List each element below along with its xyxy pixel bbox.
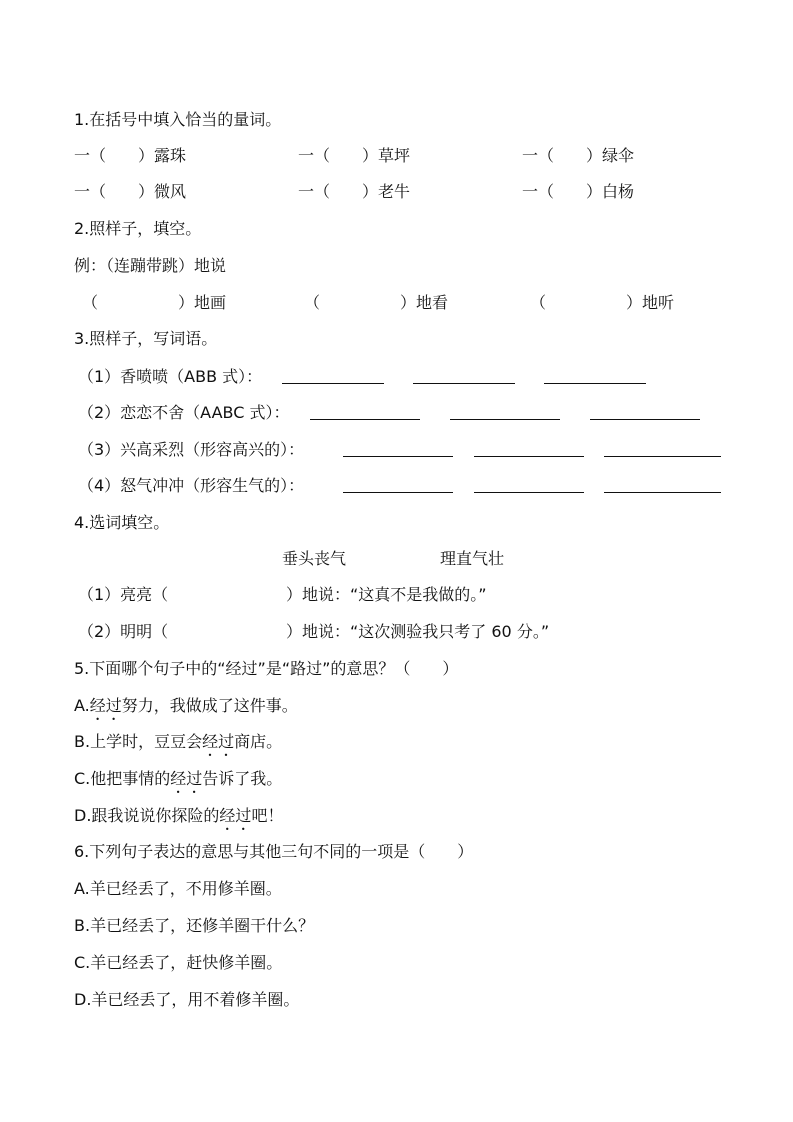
q3-item-label: （1）香喷喷（ABB 式）： — [78, 367, 263, 386]
q5-option-d — [74, 805, 283, 834]
answer-blank[interactable] — [590, 419, 700, 420]
q4-sentence-start: （2）明明（ — [78, 622, 169, 641]
answer-blank[interactable] — [450, 419, 560, 420]
q4-choice: 垂头丧气 — [282, 549, 347, 568]
answer-blank[interactable] — [343, 456, 453, 457]
q1-item: 一（ ）老牛 — [298, 182, 411, 201]
option-prefix: A. — [74, 696, 90, 715]
q3-title: 3.照样子，写词语。 — [74, 329, 218, 348]
option-prefix: B.上学时，豆豆会 — [74, 732, 203, 751]
q2-title: 2.照样子，填空。 — [74, 219, 202, 238]
answer-blank[interactable] — [282, 383, 384, 384]
option-prefix: C.他把事情的 — [74, 769, 171, 788]
q4-sentence-start: （1）亮亮（ — [78, 585, 169, 604]
emphasized-word: 经过 — [202, 732, 235, 751]
q6-option: B.羊已经丢了，还修羊圈干什么？ — [74, 916, 315, 935]
option-text: 商店。 — [234, 732, 283, 751]
q6-option: C.羊已经丢了，赶快修羊圈。 — [74, 953, 283, 972]
answer-blank[interactable] — [413, 383, 515, 384]
q4-sentence-end: ）地说：“这次测验我只考了 60 分。” — [286, 622, 550, 641]
option-text: 告诉了我。 — [202, 769, 283, 788]
emphasized-word: 经过 — [89, 696, 122, 715]
q2-item: （ ）地听 — [530, 293, 675, 312]
answer-blank[interactable] — [343, 492, 453, 493]
q5-option-c — [74, 768, 282, 797]
q3-item-label: （4）怒气冲冲（形容生气的）： — [78, 476, 305, 495]
answer-blank[interactable] — [604, 456, 721, 457]
q6-option: D.羊已经丢了，用不着修羊圈。 — [74, 990, 300, 1009]
option-text: 努力，我做成了这件事。 — [121, 696, 298, 715]
option-text: 吧！ — [251, 806, 284, 825]
answer-blank[interactable] — [474, 492, 584, 493]
q6-title: 6.下列句子表达的意思与其他三句不同的一项是（ ） — [74, 842, 474, 861]
q3-item-label: （3）兴高采烈（形容高兴的）： — [78, 440, 305, 459]
q2-item: （ ）地看 — [304, 293, 449, 312]
q1-title: 1.在括号中填入恰当的量词。 — [74, 110, 282, 129]
q5-option-a — [74, 695, 298, 724]
q1-item: 一（ ）露珠 — [74, 146, 187, 165]
q4-sentence-end: ）地说：“这真不是我做的。” — [286, 585, 487, 604]
q4-choice: 理直气壮 — [440, 549, 505, 568]
q1-item: 一（ ）绿伞 — [522, 146, 635, 165]
option-prefix: D.跟我说说你探险的 — [74, 806, 220, 825]
emphasized-word: 经过 — [170, 769, 203, 788]
answer-blank[interactable] — [474, 456, 584, 457]
answer-blank[interactable] — [544, 383, 646, 384]
answer-blank[interactable] — [604, 492, 721, 493]
q5-title: 5.下面哪个句子中的“经过”是“路过”的意思？（ ） — [74, 659, 459, 678]
emphasized-word: 经过 — [219, 806, 252, 825]
q3-item-label: （2）恋恋不舍（AABC 式）： — [78, 403, 290, 422]
q1-item: 一（ ）微风 — [74, 182, 187, 201]
answer-blank[interactable] — [310, 419, 420, 420]
q2-example: 例：（连蹦带跳）地说 — [74, 256, 227, 275]
q1-item: 一（ ）草坪 — [298, 146, 411, 165]
q5-option-b — [74, 731, 282, 760]
q1-item: 一（ ）白杨 — [522, 182, 635, 201]
q4-title: 4.选词填空。 — [74, 513, 170, 532]
q2-item: （ ）地画 — [82, 293, 227, 312]
q6-option: A.羊已经丢了，不用修羊圈。 — [74, 879, 282, 898]
